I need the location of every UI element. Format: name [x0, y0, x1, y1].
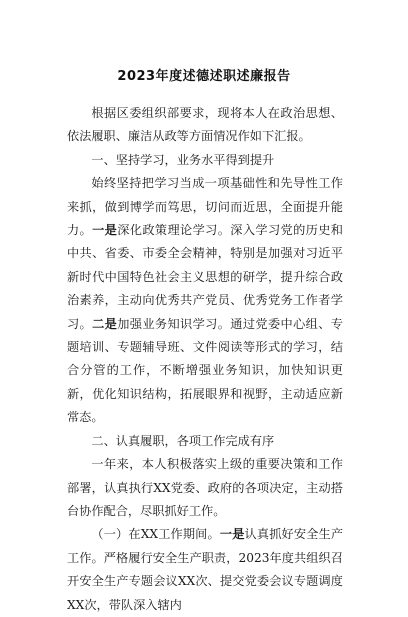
- paragraph-text: 一、坚持学习，业务水平得到提升: [91, 152, 275, 167]
- paragraph-text: 一年来，本人积极落实上级的重要决策和工作部署，认真执行XX党委、政府的各项决定，主动搭台协作配合，尽职抓好工作。: [67, 457, 343, 518]
- paragraph-text: 深化政策理论学习。深入学习党的历史和中共、省委、市委全会精神，特别是加强对习近平新时代中国特色社会主义思想的研学，提升综合政治素养，主动向优秀共产党员、优秀党务工作者学习。: [67, 223, 343, 331]
- body-paragraph: [67, 430, 343, 453]
- bold-marker: 二是: [92, 316, 118, 331]
- body-paragraph: [67, 523, 343, 617]
- paragraph-text: 认真抓好安全生产工作。严格履行安全生产职责，2023年度共组织召开安全生产专题会议XX次、提交党委会议专题调度XX次，带队深入辖内: [67, 527, 344, 612]
- document-title: 2023年度述德述职述廉报告: [117, 69, 291, 84]
- bold-marker: 一是: [219, 527, 245, 542]
- body-paragraph: [67, 453, 343, 523]
- paragraph-text: 始终坚持把学习当成一项基础性和先导性工作来抓，做到博学而笃思，切问而近思，全面提升能力。: [67, 176, 343, 238]
- body-paragraph: [67, 172, 343, 429]
- body-paragraph: [67, 149, 343, 172]
- paragraph-text: 加强业务知识学习。通过党委中心组、专题培训、专题辅导班、文件阅读等形式的学习，结合分管的工作，不断增强业务知识，加快知识更新，优化知识结构，拓展眼界和视野，主动适应新常态。: [67, 316, 343, 425]
- paragraph-text: 根据区委组织部要求，现将本人在政治思想、依法履职、廉洁从政等方面情况作如下汇报。: [67, 106, 343, 144]
- paragraph-text: 二、认真履职，各项工作完成有序: [91, 433, 275, 448]
- body-paragraph: [67, 102, 343, 149]
- bold-marker: 一是: [92, 223, 118, 238]
- paragraph-text: （一）在XX工作期间。: [91, 527, 220, 542]
- document-body: [67, 102, 343, 617]
